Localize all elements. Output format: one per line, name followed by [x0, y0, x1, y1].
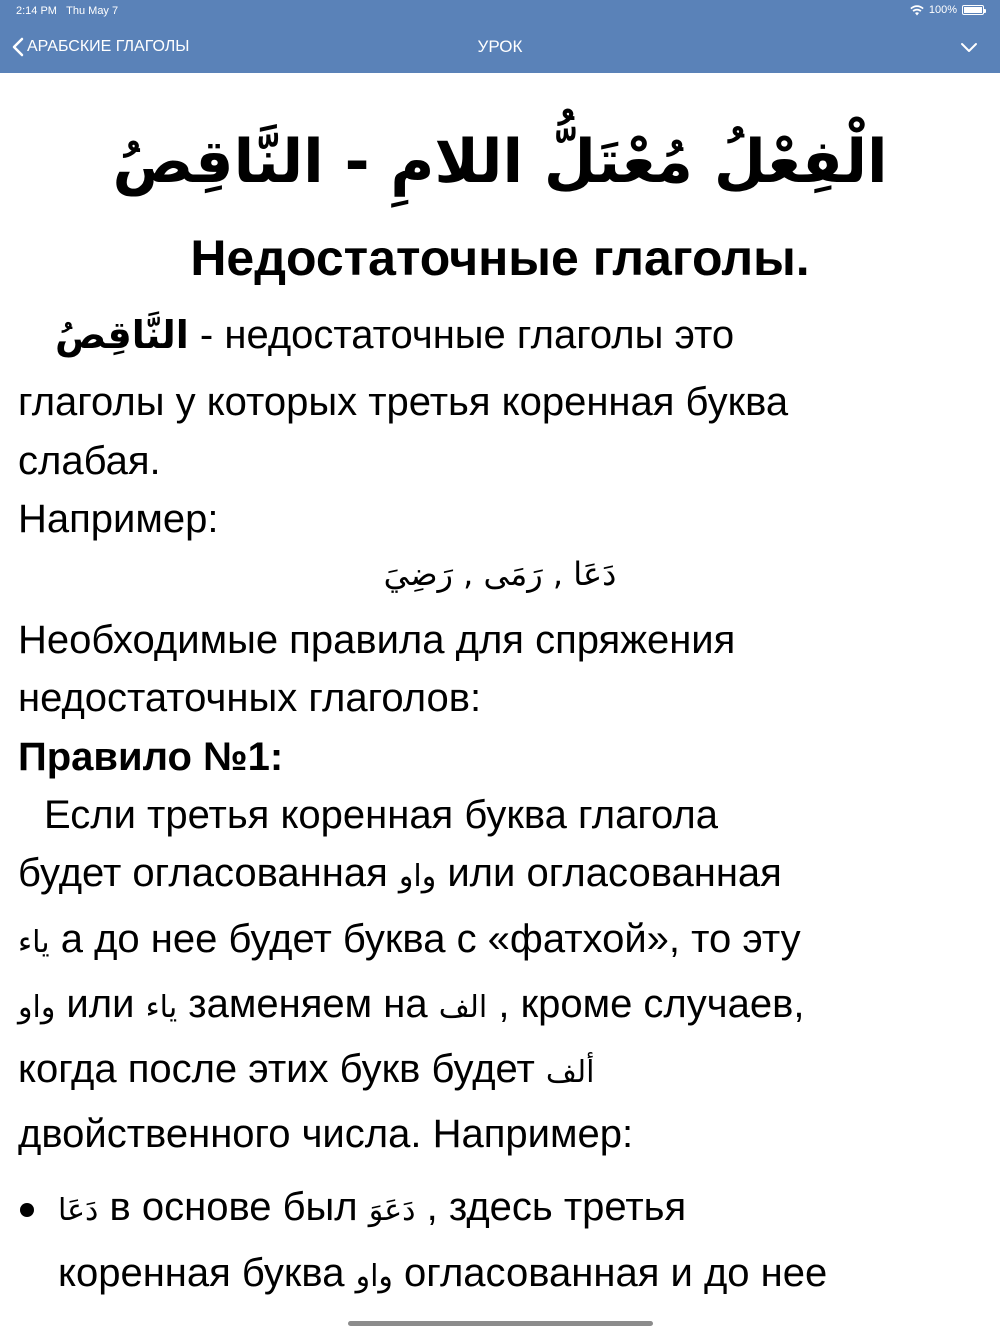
arabic-verb: دَعَا	[58, 1193, 99, 1228]
intro-arabic-term: النَّاقِصُ	[55, 313, 189, 357]
dropdown-button[interactable]	[960, 41, 978, 59]
rule1-text-4c: , кроме случаев,	[487, 982, 805, 1026]
rules-line-1: Необходимые правила для спряжения	[18, 618, 736, 662]
time-text: 2:14 PM	[16, 5, 57, 17]
chevron-down-icon	[960, 42, 978, 54]
arabic-examples-text: دَعَا , رَمَى , رَضِيَ	[383, 555, 617, 593]
bullet-dot	[20, 1203, 34, 1217]
intro-text-1: - недостаточные глаголы это	[188, 313, 735, 357]
intro-line-2: глаголы у которых третья коренная буква	[18, 380, 789, 424]
arabic-title: الْفِعْلُ مُعْتَلُّ اللامِ - النَّاقِصُ	[112, 127, 888, 197]
arabic-ya: ياء	[145, 990, 178, 1025]
rule1-text-3: а до нее будет буква с «фатхой», то эту	[49, 917, 801, 961]
battery-icon	[962, 5, 984, 15]
rule1-line-3	[18, 915, 801, 963]
rule1-line-2	[18, 849, 782, 897]
date-text: Thu May 7	[66, 5, 119, 17]
bullet-text-2a: коренная буква	[58, 1251, 356, 1295]
lesson-content[interactable]	[0, 73, 1000, 1323]
arabic-waw: واو	[18, 990, 56, 1025]
page-title: Недостаточные глаголы.	[190, 230, 810, 286]
back-button-label: АРАБСКИЕ ГЛАГОЛЫ	[27, 38, 190, 55]
rules-line-2: недостаточных глаголов:	[18, 676, 482, 720]
arabic-ya: ياء	[18, 925, 50, 960]
status-time	[16, 5, 118, 17]
rule1-line-6: двойственного числа. Например:	[18, 1112, 634, 1156]
rule1-text-4b: заменяем на	[177, 982, 439, 1026]
arabic-waw: واو	[398, 859, 437, 894]
nav-title: УРОК	[477, 37, 523, 56]
bullet-text-2b: огласованная и до нее	[392, 1251, 828, 1295]
rule1-text-2b: или огласованная	[436, 851, 782, 895]
status-right	[910, 4, 984, 16]
rule1-line-5	[18, 1045, 594, 1093]
arabic-alif-hamza: ألف	[545, 1055, 595, 1090]
rule1-line-4	[18, 980, 804, 1028]
bullet-line-2	[58, 1249, 827, 1297]
example-label: Например:	[18, 497, 219, 541]
home-indicator[interactable]	[348, 1321, 653, 1326]
bullet-text-1b: , здесь третья	[415, 1185, 687, 1229]
arabic-waw: واو	[355, 1259, 393, 1294]
intro-line-1	[55, 311, 734, 359]
bullet-text-1a: в основе был	[98, 1185, 369, 1229]
status-bar	[0, 0, 1000, 24]
rule1-text-5: когда после этих букв будет	[18, 1047, 546, 1091]
intro-line-3: слабая.	[18, 439, 161, 483]
rule1-text-2a: будет огласованная	[18, 851, 399, 895]
rule1-line-1: Если третья коренная буква глагола	[44, 793, 718, 837]
arabic-alif: الف	[438, 990, 488, 1025]
wifi-icon	[910, 5, 924, 16]
arabic-examples	[0, 555, 1000, 593]
bullet-line-1	[58, 1183, 686, 1231]
navigation-bar	[0, 24, 1000, 73]
arabic-verb-base: دَعَوَ	[368, 1193, 416, 1228]
battery-fill	[964, 7, 982, 13]
rule1-text-4a: или	[55, 982, 146, 1026]
rule-heading: Правило №1:	[18, 735, 284, 779]
battery-percent: 100%	[928, 4, 957, 16]
